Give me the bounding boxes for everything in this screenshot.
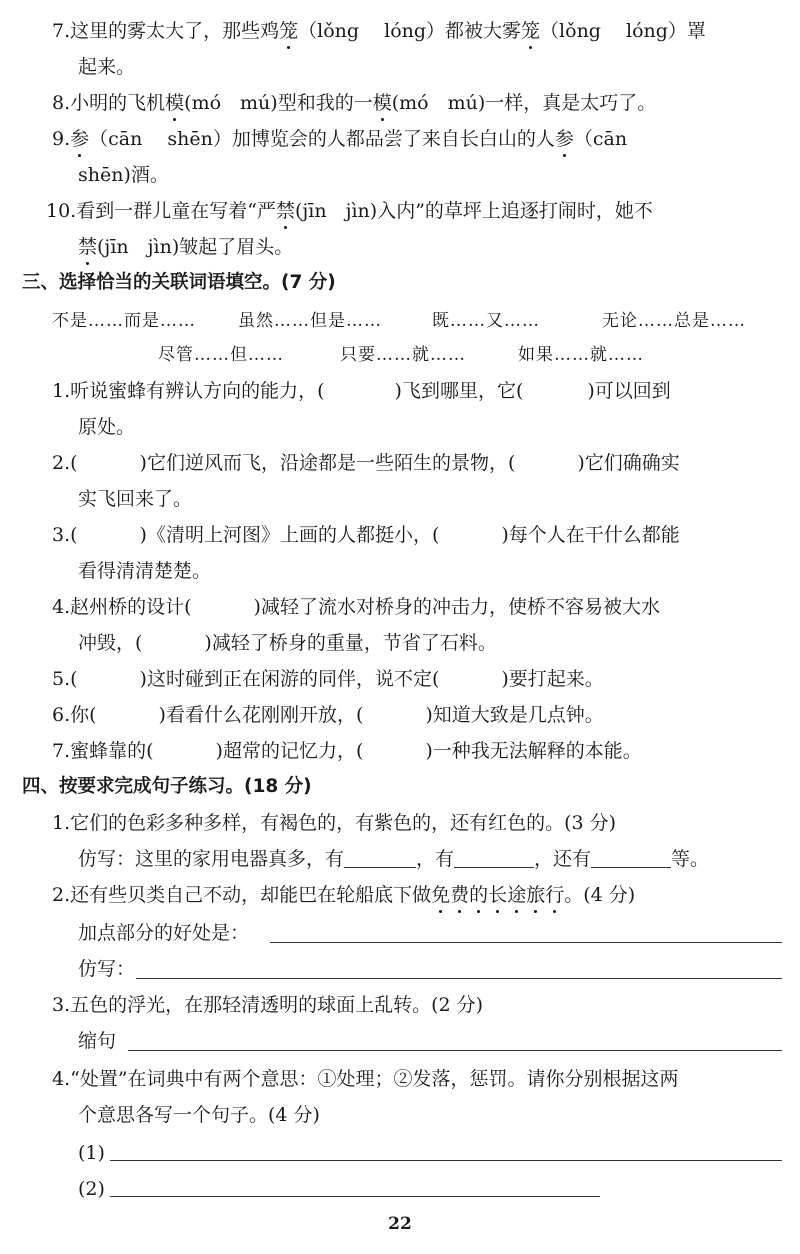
text: ，有 bbox=[416, 848, 455, 870]
text: 冲毁，( bbox=[78, 632, 143, 654]
q8-pinyin bbox=[52, 88, 656, 118]
q10-pinyin bbox=[46, 196, 653, 226]
text: )可以回到 bbox=[587, 380, 671, 402]
word-option: 只要……就…… bbox=[340, 345, 466, 365]
word-option: 既……又…… bbox=[432, 311, 540, 331]
text: （cān shēn）加博览会的人都品尝了来自长白山的人 bbox=[89, 128, 555, 150]
p3-q2 bbox=[52, 448, 680, 478]
text: )每个人在干什么都能 bbox=[501, 524, 680, 546]
dotted-char: 笼 bbox=[521, 16, 540, 46]
p4-q4-item2-label: (2) bbox=[78, 1178, 105, 1200]
p3-q6 bbox=[52, 700, 604, 730]
text: )知道大致是几点钟。 bbox=[425, 704, 604, 726]
p4-q4-item1-label: (1) bbox=[78, 1142, 105, 1164]
dotted-char: 长 bbox=[488, 880, 507, 910]
text: 2.( bbox=[52, 452, 78, 474]
dotted-char: 免 bbox=[431, 880, 450, 910]
dotted-char: 笼 bbox=[279, 16, 298, 46]
text: 。(4 分) bbox=[564, 884, 636, 906]
dotted-char: 费 bbox=[450, 880, 469, 910]
answer-line[interactable] bbox=[110, 1196, 600, 1197]
text: 5.( bbox=[52, 668, 78, 690]
p3-q3 bbox=[52, 520, 680, 550]
p3-q1 bbox=[52, 376, 671, 406]
text: )这时碰到正在闲游的同伴，说不定( bbox=[139, 668, 440, 690]
text: 8.小明的飞机 bbox=[52, 92, 166, 114]
text: )减轻了桥身的重量，节省了石料。 bbox=[204, 632, 497, 654]
text: 9. bbox=[52, 128, 71, 150]
answer-line[interactable] bbox=[110, 1160, 782, 1161]
q9-continuation: shēn)酒。 bbox=[78, 164, 169, 186]
answer-blank[interactable] bbox=[344, 847, 416, 868]
text: (mó mú)一样，真是太巧了。 bbox=[391, 92, 657, 114]
text: 等。 bbox=[671, 848, 710, 870]
text: 7.蜜蜂靠的( bbox=[52, 740, 154, 762]
text: 10.看到一群儿童在写着“严 bbox=[46, 200, 276, 222]
text: (jīn jìn)皱起了眉头。 bbox=[97, 236, 294, 258]
text: ，还有 bbox=[534, 848, 592, 870]
q7-continuation: 起来。 bbox=[78, 56, 136, 78]
p4-q4: 4.“处置”在词典中有两个意思：①处理；②发落，惩罚。请你分别根据这两 bbox=[52, 1068, 679, 1090]
p4-q2-label-imitate: 仿写： bbox=[78, 958, 136, 980]
q9-pinyin bbox=[52, 124, 627, 154]
text: (jīn jìn)入内”的草坪上追逐打闹时，她不 bbox=[294, 200, 653, 222]
text: )看看什么花刚刚开放，( bbox=[158, 704, 364, 726]
p3-q2-continuation: 实飞回来了。 bbox=[78, 488, 193, 510]
text: 7.这里的雾太大了，那些鸡 bbox=[52, 20, 280, 42]
word-option: 无论……总是…… bbox=[602, 311, 746, 331]
dotted-char: 旅 bbox=[526, 880, 545, 910]
p4-q2-label-benefit: 加点部分的好处是： bbox=[78, 922, 250, 944]
p3-q1-continuation: 原处。 bbox=[78, 416, 136, 438]
p4-q1-imitation bbox=[78, 844, 709, 874]
text: )一种我无法解释的本能。 bbox=[425, 740, 642, 762]
dotted-phrase bbox=[431, 884, 564, 906]
dotted-char: 途 bbox=[507, 880, 526, 910]
word-option: 尽管……但…… bbox=[158, 345, 284, 365]
p3-q5 bbox=[52, 664, 604, 694]
text: （lǒng lóng）罩 bbox=[540, 20, 706, 42]
text: )减轻了流水对桥身的冲击力，使桥不容易被大水 bbox=[253, 596, 660, 618]
word-option: 虽然……但是…… bbox=[238, 311, 382, 331]
p4-q3: 3.五色的浮光，在那轻清透明的球面上乱转。(2 分) bbox=[52, 994, 484, 1016]
text: )它们确确实 bbox=[577, 452, 680, 474]
page-number: 22 bbox=[388, 1214, 412, 1234]
q10-continuation bbox=[78, 232, 293, 262]
text: )飞到哪里，它( bbox=[394, 380, 524, 402]
text: )《清明上河图》上画的人都挺小，( bbox=[139, 524, 440, 546]
dotted-char: 模 bbox=[373, 88, 392, 118]
p4-q4-continuation: 个意思各写一个句子。(4 分) bbox=[78, 1104, 320, 1126]
answer-blank[interactable] bbox=[454, 847, 534, 868]
dotted-char: 禁 bbox=[276, 196, 295, 226]
text: 3.( bbox=[52, 524, 78, 546]
answer-line[interactable] bbox=[136, 978, 782, 979]
p3-q4-continuation bbox=[78, 628, 497, 658]
p3-q3-continuation: 看得清清楚楚。 bbox=[78, 560, 212, 582]
p4-q2 bbox=[52, 880, 635, 910]
text: 4.赵州桥的设计( bbox=[52, 596, 192, 618]
dotted-char: 行 bbox=[545, 880, 564, 910]
text: （lǒng lóng）都被大雾 bbox=[298, 20, 522, 42]
section-three-title: 三、选择恰当的关联词语填空。(7 分) bbox=[22, 272, 336, 293]
text: 6.你( bbox=[52, 704, 97, 726]
answer-line[interactable] bbox=[270, 942, 782, 943]
dotted-char: 模 bbox=[165, 88, 184, 118]
q7-pinyin bbox=[52, 16, 706, 46]
text: 1.听说蜜蜂有辨认方向的能力，( bbox=[52, 380, 325, 402]
text: )超常的记忆力，( bbox=[215, 740, 364, 762]
text: （cān bbox=[573, 128, 628, 150]
p4-q3-label: 缩句 bbox=[78, 1030, 117, 1052]
p4-q1: 1.它们的色彩多种多样，有褐色的，有紫色的，还有红色的。(3 分) bbox=[52, 812, 617, 834]
p3-q7 bbox=[52, 736, 642, 766]
answer-blank[interactable] bbox=[591, 847, 671, 868]
dotted-char: 的 bbox=[469, 880, 488, 910]
text: 2.还有些贝类自己不动，却能巴在轮船底下做 bbox=[52, 884, 432, 906]
dotted-char: 参 bbox=[70, 124, 89, 154]
word-option: 不是……而是…… bbox=[52, 311, 196, 331]
text: )要打起来。 bbox=[501, 668, 604, 690]
text: 仿写：这里的家用电器真多，有 bbox=[78, 848, 345, 870]
text: )它们逆风而飞，沿途都是一些陌生的景物，( bbox=[139, 452, 516, 474]
answer-line[interactable] bbox=[128, 1050, 782, 1051]
dotted-char: 禁 bbox=[78, 232, 97, 262]
section-four-title: 四、按要求完成句子练习。(18 分) bbox=[22, 776, 312, 797]
p3-q4 bbox=[52, 592, 660, 622]
word-option: 如果……就…… bbox=[518, 345, 644, 365]
dotted-char: 参 bbox=[555, 124, 574, 154]
text: (mó mú)型和我的一 bbox=[184, 92, 373, 114]
